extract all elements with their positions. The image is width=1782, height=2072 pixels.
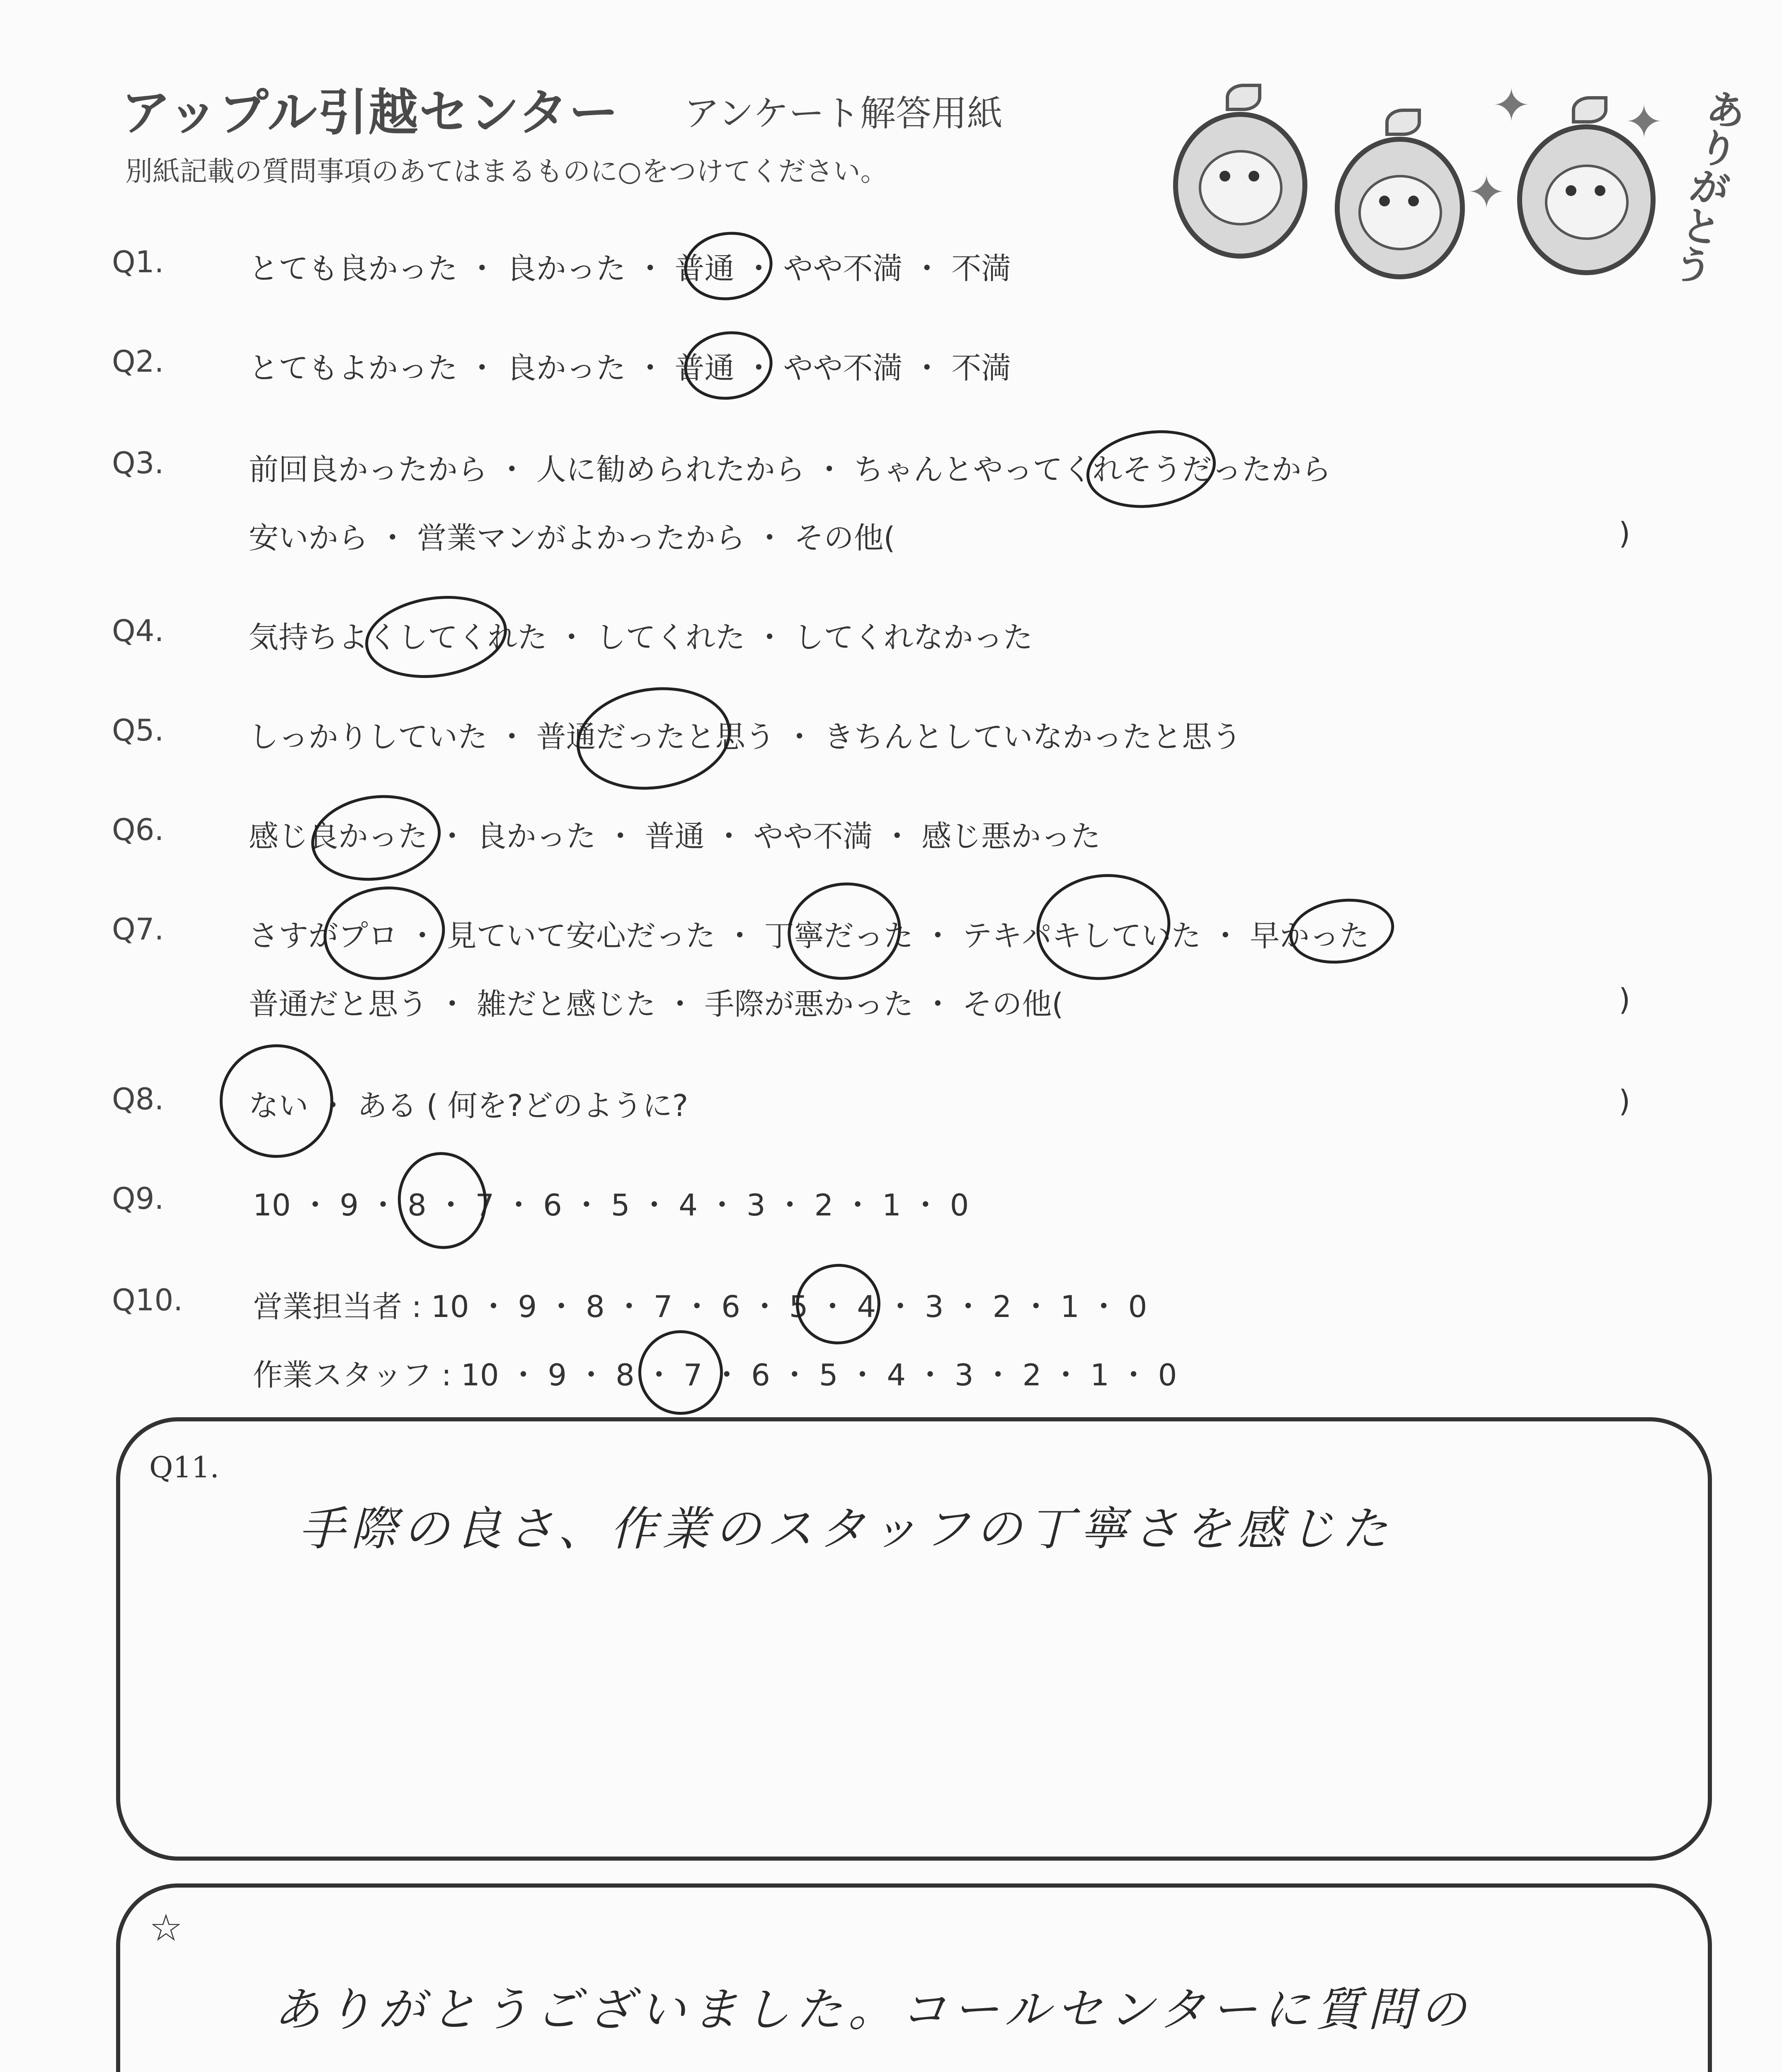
- q8-paren-close: ): [1619, 1084, 1631, 1118]
- form-subtitle: アンケート解答用紙: [684, 93, 1003, 134]
- q4-options[interactable]: 気持ちよくしてくれた ・ してくれた ・ してくれなかった: [249, 620, 1033, 655]
- monkey-icon: [1173, 112, 1307, 259]
- star-icon: ☆: [149, 1906, 183, 1950]
- sparkle-icon: ✦: [1467, 166, 1506, 219]
- q7-label: Q7.: [112, 912, 164, 946]
- q3-label: Q3.: [112, 445, 164, 480]
- q3-paren-close: ): [1619, 516, 1631, 551]
- q7-options-line-1[interactable]: さすがプロ ・ 見ていて安心だった ・ 丁寧だった ・ テキパキしていた ・ 早かった: [249, 918, 1370, 953]
- q2-label: Q2.: [112, 344, 164, 379]
- q9-scale[interactable]: 10 ・ 9 ・ 8 ・ 7 ・ 6 ・ 5 ・ 4 ・ 3 ・ 2 ・ 1 ・ 0: [253, 1188, 969, 1222]
- q11-handwritten-answer: 手際の良さ、作業のスタッフの丁寧さを感じた: [298, 1502, 1394, 1556]
- q10-label: Q10.: [112, 1283, 183, 1317]
- arigatou-text: ありがとう: [1663, 84, 1750, 289]
- q2-options[interactable]: とてもよかった ・ 良かった ・ 普通 ・ やや不満 ・ 不満: [249, 351, 1011, 385]
- q8-options[interactable]: ない ・ ある ( 何を?どのように?: [249, 1088, 689, 1123]
- q9-label: Q9.: [112, 1181, 164, 1216]
- q6-options[interactable]: 感じ良かった ・ 良かった ・ 普通 ・ やや不満 ・ 感じ悪かった: [249, 819, 1101, 854]
- instruction-text: 別紙記載の質問事項のあてはまるものに○をつけてください。: [125, 155, 888, 187]
- q11-label: Q11.: [149, 1450, 219, 1484]
- sparkle-icon: ✦: [1625, 95, 1663, 148]
- q7-options-line-2[interactable]: 普通だと思う ・ 雑だと感じた ・ 手際が悪かった ・ その他(: [249, 987, 1064, 1021]
- q3-options-line-1[interactable]: 前回良かったから ・ 人に勧められたから ・ ちゃんとやってくれそうだったから: [249, 452, 1331, 487]
- q4-label: Q4.: [112, 613, 164, 648]
- q1-label: Q1.: [112, 244, 164, 279]
- q5-label: Q5.: [112, 713, 164, 748]
- company-title: アップル引越センター: [121, 84, 619, 142]
- monkey-icon: [1335, 137, 1465, 279]
- q1-options[interactable]: とても良かった ・ 良かった ・ 普通 ・ やや不満 ・ 不満: [249, 251, 1011, 286]
- q6-label: Q6.: [112, 812, 164, 847]
- q7-paren-close: ): [1619, 982, 1631, 1017]
- q10-staff-scale[interactable]: 作業スタッフ : 10 ・ 9 ・ 8 ・ 7 ・ 6 ・ 5 ・ 4 ・ 3 ・ 2 ・ 1 ・ 0: [253, 1358, 1177, 1392]
- sparkle-icon: ✦: [1492, 79, 1531, 132]
- q3-options-line-2[interactable]: 安いから ・ 営業マンがよかったから ・ その他(: [249, 520, 895, 555]
- q11-answer-box[interactable]: [116, 1417, 1712, 1861]
- q10-sales-scale[interactable]: 営業担当者 : 10 ・ 9 ・ 8 ・ 7 ・ 6 ・ 5 ・ 4 ・ 3 ・ 2 ・ 1 ・ 0: [253, 1289, 1147, 1324]
- q5-options[interactable]: しっかりしていた ・ 普通だったと思う ・ きちんとしていなかったと思う: [249, 719, 1242, 754]
- q8-label: Q8.: [112, 1082, 164, 1116]
- comment-line-1: ありがとうございました。コールセンターに質問の: [274, 1983, 1472, 2037]
